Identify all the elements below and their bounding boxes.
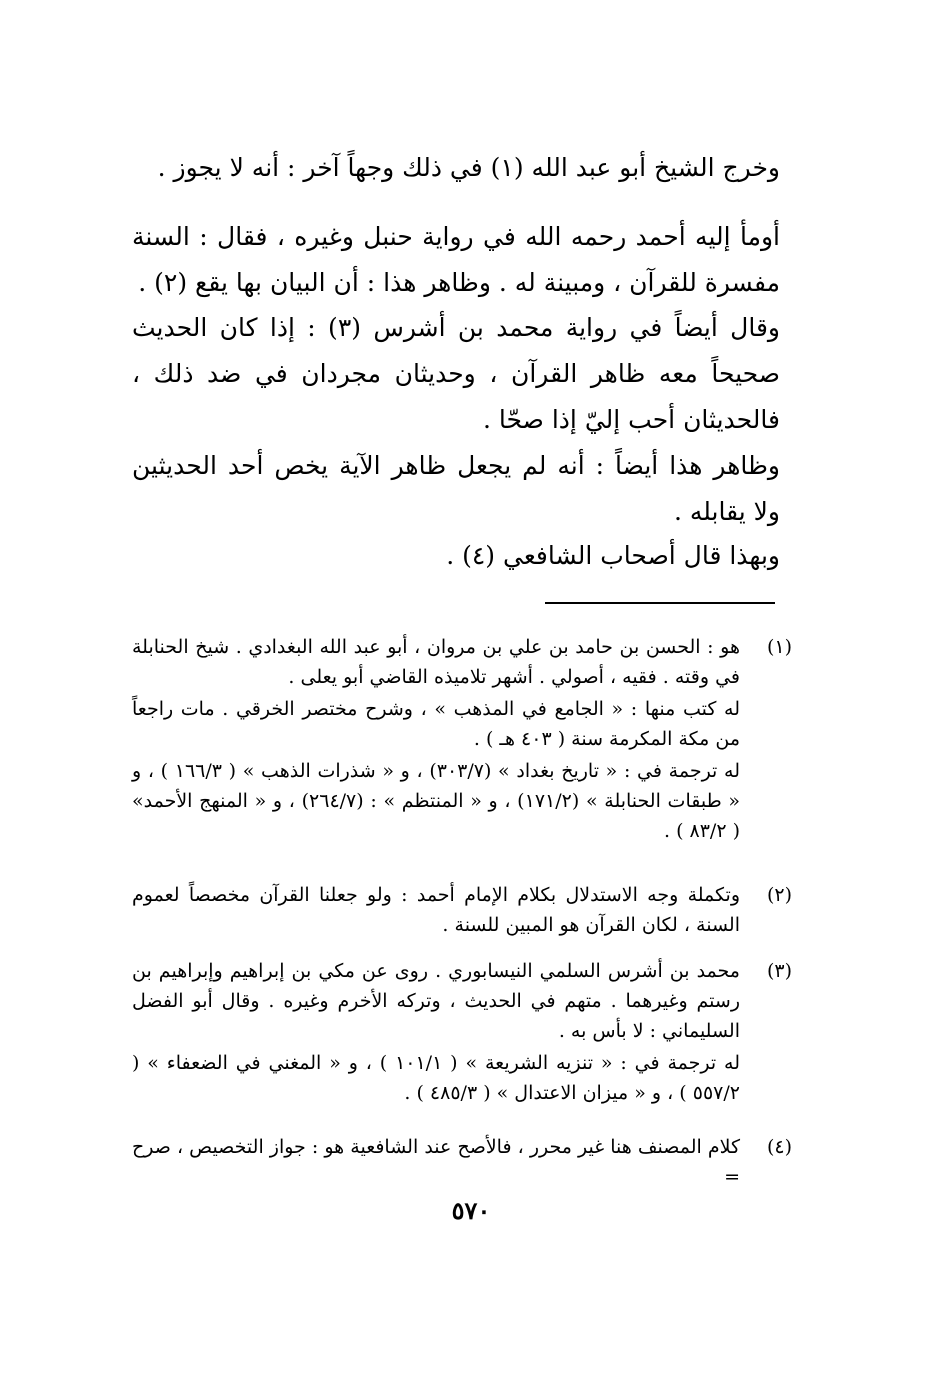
footnote-number: (٣) [766,960,792,982]
paragraph-5: وبهذا قال أصحاب الشافعي (٤) . [446,541,780,570]
footnote-3 [132,956,792,1110]
paragraph-2: أومأ إليه أحمد رحمه الله في رواية حنبل وغيره ، فقال : السنة مفسرة للقرآن ، ومبينة له . وظاهر هذا : أن البيان بها يقع (٢) . [132,222,780,297]
footnote-number: (١) [766,636,792,658]
footnote-number: (٢) [766,884,792,906]
footnote-2 [132,880,792,942]
footnote-separator [545,602,775,604]
footnote-line: محمد بن أشرس السلمي النيسابوري . روى عن مكي بن إبراهيم وإبراهيم بن رستم وغيرهما . متهم في الحديث ، وتركه الأخرم وغيره . وقال أبو الفضل السليماني : لا بأس به . [132,960,740,1042]
footnote-line: له كتب منها : « الجامع في المذهب » ، وشرح مختصر الخرقي . مات راجعاً من مكة المكرمة سنة ( ٤٠٣ هـ ) . [132,698,740,750]
footnote-4 [132,1132,792,1194]
paragraph-3: وقال أيضاً في رواية محمد بن أشرس (٣) : إذا كان الحديث صحيحاً معه ظاهر القرآن ، وحديثان مجردان في ضد ذلك ، فالحديثان أحب إليّ إذا صحّا . [132,313,780,434]
footnote-line: وتكملة وجه الاستدلال بكلام الإمام أحمد : ولو جعلنا القرآن مخصصاً لعموم السنة ، لكان القرآن هو المبين للسنة . [132,884,740,936]
footnote-line: له ترجمة في : « تاريخ بغداد » (٣٠٣/٧) ، و « شذرات الذهب » ( ١٦٦/٣ ) ، و « طبقات الحنابلة » (١٧١/٢) ، و « المنتظم » : (٢٦٤/٧) ، و « المنهج الأحمد» ( ٨٣/٢ ) . [132,760,741,842]
footnote-line: كلام المصنف هنا غير محرر ، فالأصح عند الشافعية هو : جواز التخصيص ، صرح = [132,1136,740,1188]
paragraph-4: وظاهر هذا أيضاً : أنه لم يجعل ظاهر الآية يخص أحد الحديثين ولا يقابله . [132,451,780,526]
footnote-number: (٤) [766,1136,792,1158]
page-number: ٥٧٠ [451,1196,491,1225]
footnote-line: هو : الحسن بن حامد بن علي بن مروان ، أبو عبد الله البغدادي . شيخ الحنابلة في وقته . فقيه ، أصولي . أشهر تلاميذه القاضي أبو يعلى . [132,636,740,688]
footnote-line: له ترجمة في : « تنزيه الشريعة » ( ١٠١/١ ) ، و « المغني في الضعفاء » ( ٥٥٧/٢ ) ، و « ميزان الاعتدال » ( ٤٨٥/٣ ) . [132,1052,740,1104]
footnote-1 [132,632,792,848]
paragraph-1: وخرج الشيخ أبو عبد الله (١) في ذلك وجهاً آخر : أنه لا يجوز . [157,153,780,182]
